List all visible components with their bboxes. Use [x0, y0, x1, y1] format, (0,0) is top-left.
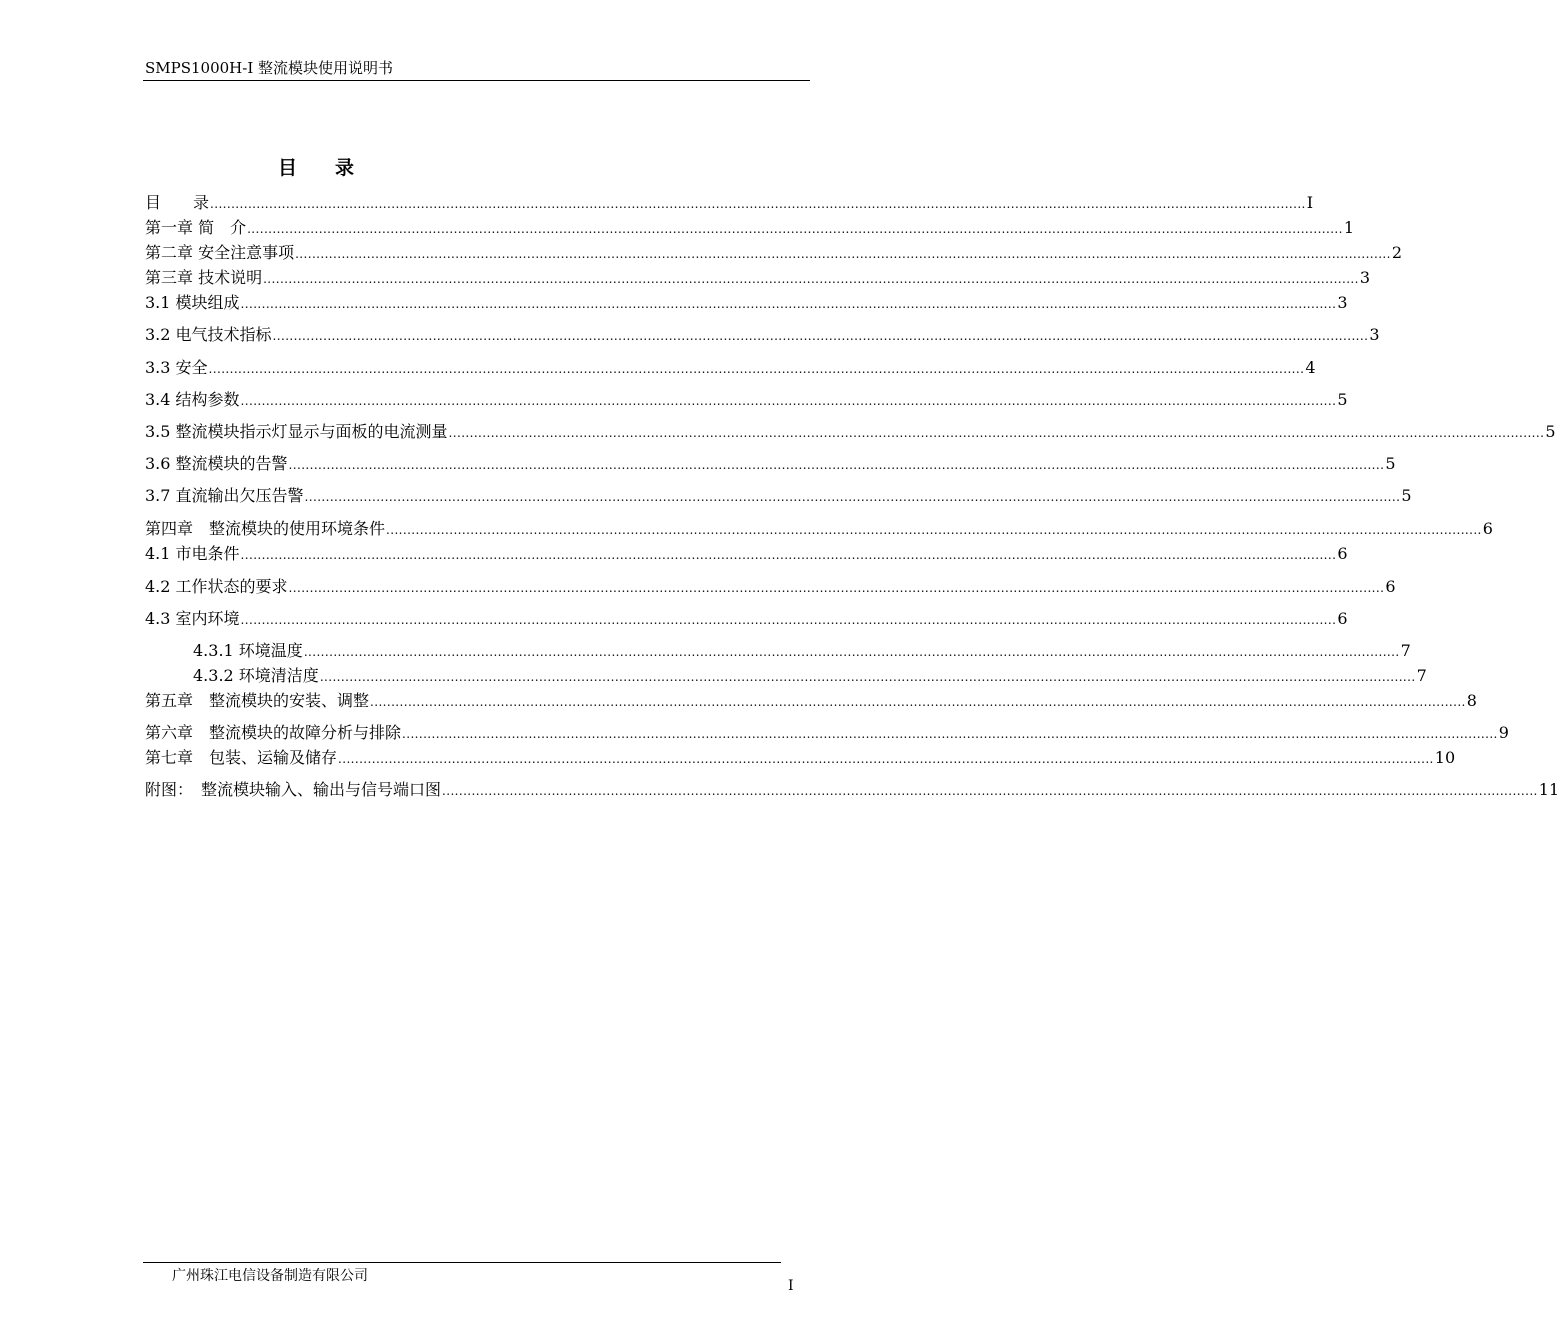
- toc-leader-dots: ....................................................................................................................................................................................................................................................................: [304, 490, 1401, 504]
- toc-leader-dots: ....................................................................................................................................................................................................................................................................: [240, 297, 1337, 311]
- toc-entry-3-1[interactable]: [145, 292, 1348, 314]
- toc-leader-dots: ....................................................................................................................................................................................................................................................................: [338, 752, 1434, 766]
- toc-entry-label: 第五章 整流模块的安装、调整: [145, 691, 370, 710]
- toc-entry-chapter-1[interactable]: [145, 217, 1355, 239]
- toc-entry-label: 3.5 整流模块指示灯显示与面板的电流测量: [145, 422, 448, 441]
- toc-entry-page: 5: [1337, 390, 1348, 409]
- toc-entry-page: 2: [1391, 243, 1403, 262]
- toc-entry-3-7[interactable]: [145, 485, 1412, 507]
- toc-entry-label: 附图： 整流模块输入、输出与信号端口图: [145, 780, 442, 799]
- toc-entry-page: 7: [1400, 641, 1411, 660]
- toc-leader-dots: ....................................................................................................................................................................................................................................................................: [319, 670, 1416, 684]
- toc-entry-page: 5: [1401, 486, 1412, 505]
- toc-leader-dots: ....................................................................................................................................................................................................................................................................: [303, 645, 1400, 659]
- toc-entry-label: 4.2 工作状态的要求: [145, 577, 288, 596]
- toc-entry-3-5[interactable]: [145, 421, 1556, 443]
- toc-entry-label: 第七章 包装、运输及储存: [145, 748, 338, 767]
- toc-entry-page: 3: [1337, 293, 1348, 312]
- toc-entry-label: 4.3 室内环境: [145, 609, 240, 628]
- toc-entry-label: 第六章 整流模块的故障分析与排除: [145, 723, 402, 742]
- toc-entry-page: 10: [1434, 748, 1456, 767]
- toc-leader-dots: ....................................................................................................................................................................................................................................................................: [263, 272, 1359, 286]
- toc-entry-chapter-5[interactable]: [145, 690, 1477, 712]
- toc-entry-label: 4.3.1 环境温度: [193, 641, 303, 660]
- toc-entry-4-3[interactable]: [145, 608, 1348, 630]
- toc-entry-page: I: [1306, 193, 1314, 212]
- toc-heading: 目录: [278, 157, 393, 179]
- toc-entry-chapter-6[interactable]: [145, 722, 1509, 744]
- toc-entry-label: 第一章 简 介: [145, 218, 247, 237]
- toc-entry-3-6[interactable]: [145, 453, 1396, 475]
- toc-entry-4-1[interactable]: [145, 543, 1348, 565]
- toc-entry-page: 3: [1369, 325, 1380, 344]
- toc-entry-page: 4: [1305, 358, 1316, 377]
- toc-entry-label: 3.2 电气技术指标: [145, 325, 272, 344]
- toc-entry-4-2[interactable]: [145, 576, 1396, 598]
- toc-entry-label: 3.1 模块组成: [145, 293, 240, 312]
- toc-entry-page: 9: [1498, 723, 1509, 742]
- toc-leader-dots: ....................................................................................................................................................................................................................................................................: [288, 458, 1385, 472]
- toc-entry-page: 7: [1416, 666, 1427, 685]
- toc-entry-label: 4.1 市电条件: [145, 544, 240, 563]
- toc-entry-label: 3.6 整流模块的告警: [145, 454, 288, 473]
- toc-entry-label: 3.4 结构参数: [145, 390, 240, 409]
- toc-entry-4-3-1[interactable]: [193, 640, 1411, 662]
- toc-leader-dots: ....................................................................................................................................................................................................................................................................: [208, 362, 1305, 376]
- toc-entry-page: 6: [1337, 544, 1348, 563]
- toc-leader-dots: ....................................................................................................................................................................................................................................................................: [295, 247, 1391, 261]
- toc-entry-3-3[interactable]: [145, 357, 1316, 379]
- toc-entry-page: 3: [1359, 268, 1371, 287]
- toc-entry-chapter-4[interactable]: [145, 518, 1493, 540]
- toc-entry-chapter-7[interactable]: [145, 747, 1456, 769]
- toc-entry-3-4[interactable]: [145, 389, 1348, 411]
- toc-entry-3-2[interactable]: [145, 324, 1380, 346]
- toc-leader-dots: ....................................................................................................................................................................................................................................................................: [240, 613, 1337, 627]
- toc-entry-label: 第三章 技术说明: [145, 268, 263, 287]
- toc-leader-dots: ....................................................................................................................................................................................................................................................................: [247, 222, 1343, 236]
- toc-entry-label: 第二章 安全注意事项: [145, 243, 295, 262]
- toc-entry-page: 5: [1545, 422, 1556, 441]
- toc-entry-contents[interactable]: [145, 192, 1314, 214]
- toc-leader-dots: ....................................................................................................................................................................................................................................................................: [442, 784, 1538, 798]
- footer-divider: [143, 1262, 781, 1263]
- toc-entry-label: 4.3.2 环境清洁度: [193, 666, 319, 685]
- page-number: I: [788, 1278, 794, 1294]
- company-name: 广州珠江电信设备制造有限公司: [172, 1268, 368, 1284]
- document-title: SMPS1000H-I 整流模块使用说明书: [145, 59, 394, 77]
- toc-leader-dots: ....................................................................................................................................................................................................................................................................: [210, 197, 1306, 211]
- toc-leader-dots: ....................................................................................................................................................................................................................................................................: [370, 695, 1466, 709]
- toc-entry-label: 3.7 直流输出欠压告警: [145, 486, 304, 505]
- toc-entry-page: 11: [1538, 780, 1559, 799]
- toc-entry-label: 第四章 整流模块的使用环境条件: [145, 519, 386, 538]
- toc-leader-dots: ....................................................................................................................................................................................................................................................................: [240, 394, 1337, 408]
- toc-entry-page: 6: [1337, 609, 1348, 628]
- toc-entry-label: 目 录: [145, 193, 210, 212]
- toc-leader-dots: ....................................................................................................................................................................................................................................................................: [288, 581, 1385, 595]
- toc-leader-dots: ....................................................................................................................................................................................................................................................................: [386, 523, 1482, 537]
- toc-leader-dots: ....................................................................................................................................................................................................................................................................: [240, 548, 1337, 562]
- toc-entry-page: 1: [1343, 218, 1355, 237]
- toc-entry-chapter-3[interactable]: [145, 267, 1371, 289]
- toc-leader-dots: ....................................................................................................................................................................................................................................................................: [402, 727, 1498, 741]
- toc-entry-appendix[interactable]: [145, 779, 1559, 801]
- header-divider: [143, 80, 810, 81]
- toc-entry-page: 6: [1482, 519, 1493, 538]
- toc-leader-dots: ....................................................................................................................................................................................................................................................................: [448, 426, 1545, 440]
- toc-entry-chapter-2[interactable]: [145, 242, 1403, 264]
- toc-entry-4-3-2[interactable]: [193, 665, 1427, 687]
- toc-entry-page: 6: [1385, 577, 1396, 596]
- toc-leader-dots: ....................................................................................................................................................................................................................................................................: [272, 329, 1369, 343]
- toc-entry-page: 5: [1385, 454, 1396, 473]
- toc-entry-page: 8: [1466, 691, 1477, 710]
- toc-entry-label: 3.3 安全: [145, 358, 208, 377]
